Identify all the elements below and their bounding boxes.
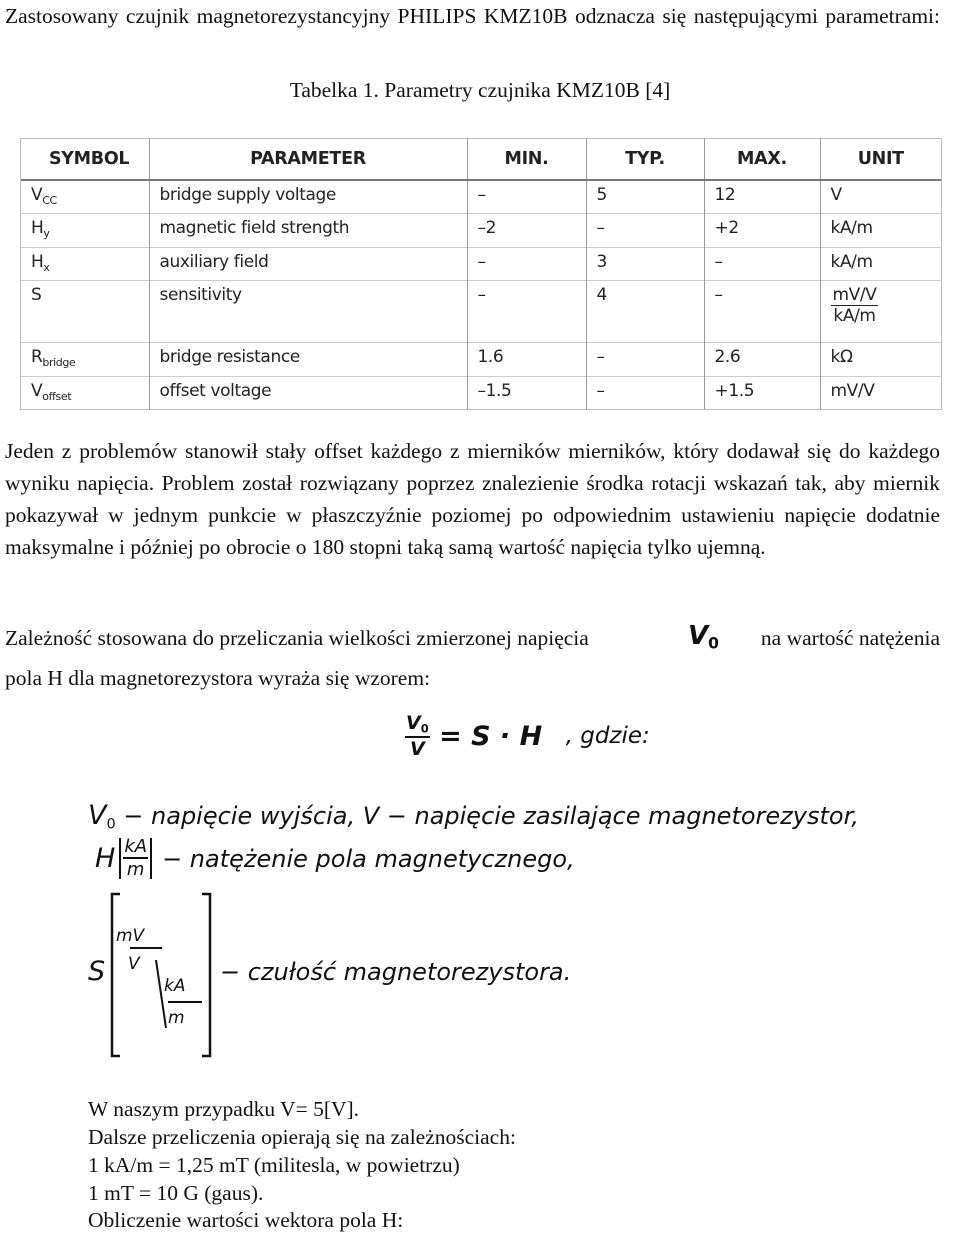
cell-parameter: offset voltage — [149, 376, 467, 409]
cell-symbol: $V_{CC}$ — [21, 180, 149, 214]
cell-symbol: $H_x$ — [21, 247, 149, 280]
formula-intro-line-2: pola H dla magnetorezystora wyraża się wzorem: — [5, 666, 431, 690]
cell-unit: mV/V — [820, 376, 941, 409]
cell-max: – — [704, 247, 820, 280]
unit-bracket: $\frac{kA}{m}$ — [119, 838, 152, 879]
formula-intro-text-a: Zależność stosowana do przeliczania wielkości zmierzonej napięcia — [5, 626, 589, 650]
bottom-line-3: 1 kA/m = 1,25 mT (militesla, w powietrzu) — [88, 1153, 460, 1177]
table-row — [21, 343, 941, 376]
formula-rhs: = S · H — [439, 720, 543, 752]
main-formula — [405, 714, 650, 759]
cell-typ: 3 — [586, 247, 704, 280]
formula-gdzie: , gdzie: — [565, 723, 650, 750]
col-header-min: MIN. — [467, 139, 586, 180]
cell-unit: kA/m — [820, 247, 941, 280]
bottom-line-2: Dalsze przeliczenia opierają się na zależnościach: — [88, 1125, 516, 1149]
def-line-h: H $\frac{kA}{m}$ − natężenie pola magnetycznego, — [95, 836, 575, 880]
cell-max: 2.6 — [704, 343, 820, 376]
cell-typ: – — [586, 214, 704, 247]
table-row — [21, 214, 941, 247]
cell-symbol: $V_{offset}$ — [21, 376, 149, 409]
bottom-line-4: 1 mT = 10 G (gaus). — [88, 1181, 264, 1205]
table-header-row — [21, 139, 941, 180]
cell-max: 12 — [704, 180, 820, 214]
cell-max: – — [704, 281, 820, 343]
intro-paragraph: Zastosowany czujnik magnetorezystancyjny PHILIPS KMZ10B odznacza się następującymi parametrami: — [5, 4, 940, 28]
cell-parameter: auxiliary field — [149, 247, 467, 280]
col-header-unit: UNIT — [820, 139, 941, 180]
cell-min: – — [467, 180, 586, 214]
cell-min: – — [467, 281, 586, 343]
cell-symbol: $H_y$ — [21, 214, 149, 247]
def-line-s: S mV V kA m − czułość magnetorezystora. — [88, 890, 608, 1060]
cell-typ: 5 — [586, 180, 704, 214]
bottom-line-5: Obliczenie wartości wektora pola H: — [88, 1208, 404, 1232]
cell-unit: kA/m — [820, 214, 941, 247]
col-header-typ: TYP. — [586, 139, 704, 180]
sensitivity-bracket-icon — [108, 890, 228, 1060]
formula-fraction: $\frac{V_0}{V}$ — [406, 712, 429, 760]
unit-fraction: $\frac{mV/V}{kA/m}$ — [832, 285, 877, 327]
cell-unit — [820, 281, 941, 343]
cell-typ: – — [586, 376, 704, 409]
cell-symbol: S — [21, 281, 149, 343]
cell-parameter: bridge supply voltage — [149, 180, 467, 214]
table-row — [21, 281, 941, 343]
cell-max: +2 — [704, 214, 820, 247]
cell-unit: V — [820, 180, 941, 214]
bottom-line-1: W naszym przypadku V= 5[V]. — [88, 1097, 360, 1121]
cell-parameter: sensitivity — [149, 281, 467, 343]
table-row — [21, 180, 941, 214]
cell-max: +1.5 — [704, 376, 820, 409]
col-header-max: MAX. — [704, 139, 820, 180]
formula-intro-line — [5, 622, 940, 654]
offset-paragraph: Jeden z problemów stanowił stały offset każdego z mierników mierników, który dodawał się do każdego wyniku napięcia. Problem został rozwiązany poprzez znalezienie środka rotacji wskazań tak, aby miernik pokazywał w jednym punkcie w płaszczyźnie poziomej po odpowiednim ustawieniu napięcie dodatnie maksymalne i później po obrocie o 180 stopni taką samą wartość napięcia tylko ujemną. — [5, 439, 940, 559]
formula-intro-text-b: na wartość natężenia — [760, 626, 940, 650]
cell-parameter: magnetic field strength — [149, 214, 467, 247]
col-header-parameter: PARAMETER — [149, 139, 467, 180]
cell-min: –1.5 — [467, 376, 586, 409]
cell-typ: 4 — [586, 281, 704, 343]
v0-symbol: $V_0$ — [688, 621, 719, 653]
cell-symbol: $R_{bridge}$ — [21, 343, 149, 376]
parameter-table — [20, 138, 942, 410]
cell-min: – — [467, 247, 586, 280]
table-caption: Tabelka 1. Parametry czujnika KMZ10B [4] — [289, 78, 671, 102]
cell-typ: – — [586, 343, 704, 376]
col-header-symbol: SYMBOL — [21, 139, 149, 180]
table-row — [21, 247, 941, 280]
cell-unit: kΩ — [820, 343, 941, 376]
def-line-v0: $V_0$ − napięcie wyjścia, V − napięcie zasilające magnetorezystor, — [88, 800, 859, 833]
table-row — [21, 376, 941, 409]
cell-min: 1.6 — [467, 343, 586, 376]
cell-parameter: bridge resistance — [149, 343, 467, 376]
cell-min: –2 — [467, 214, 586, 247]
